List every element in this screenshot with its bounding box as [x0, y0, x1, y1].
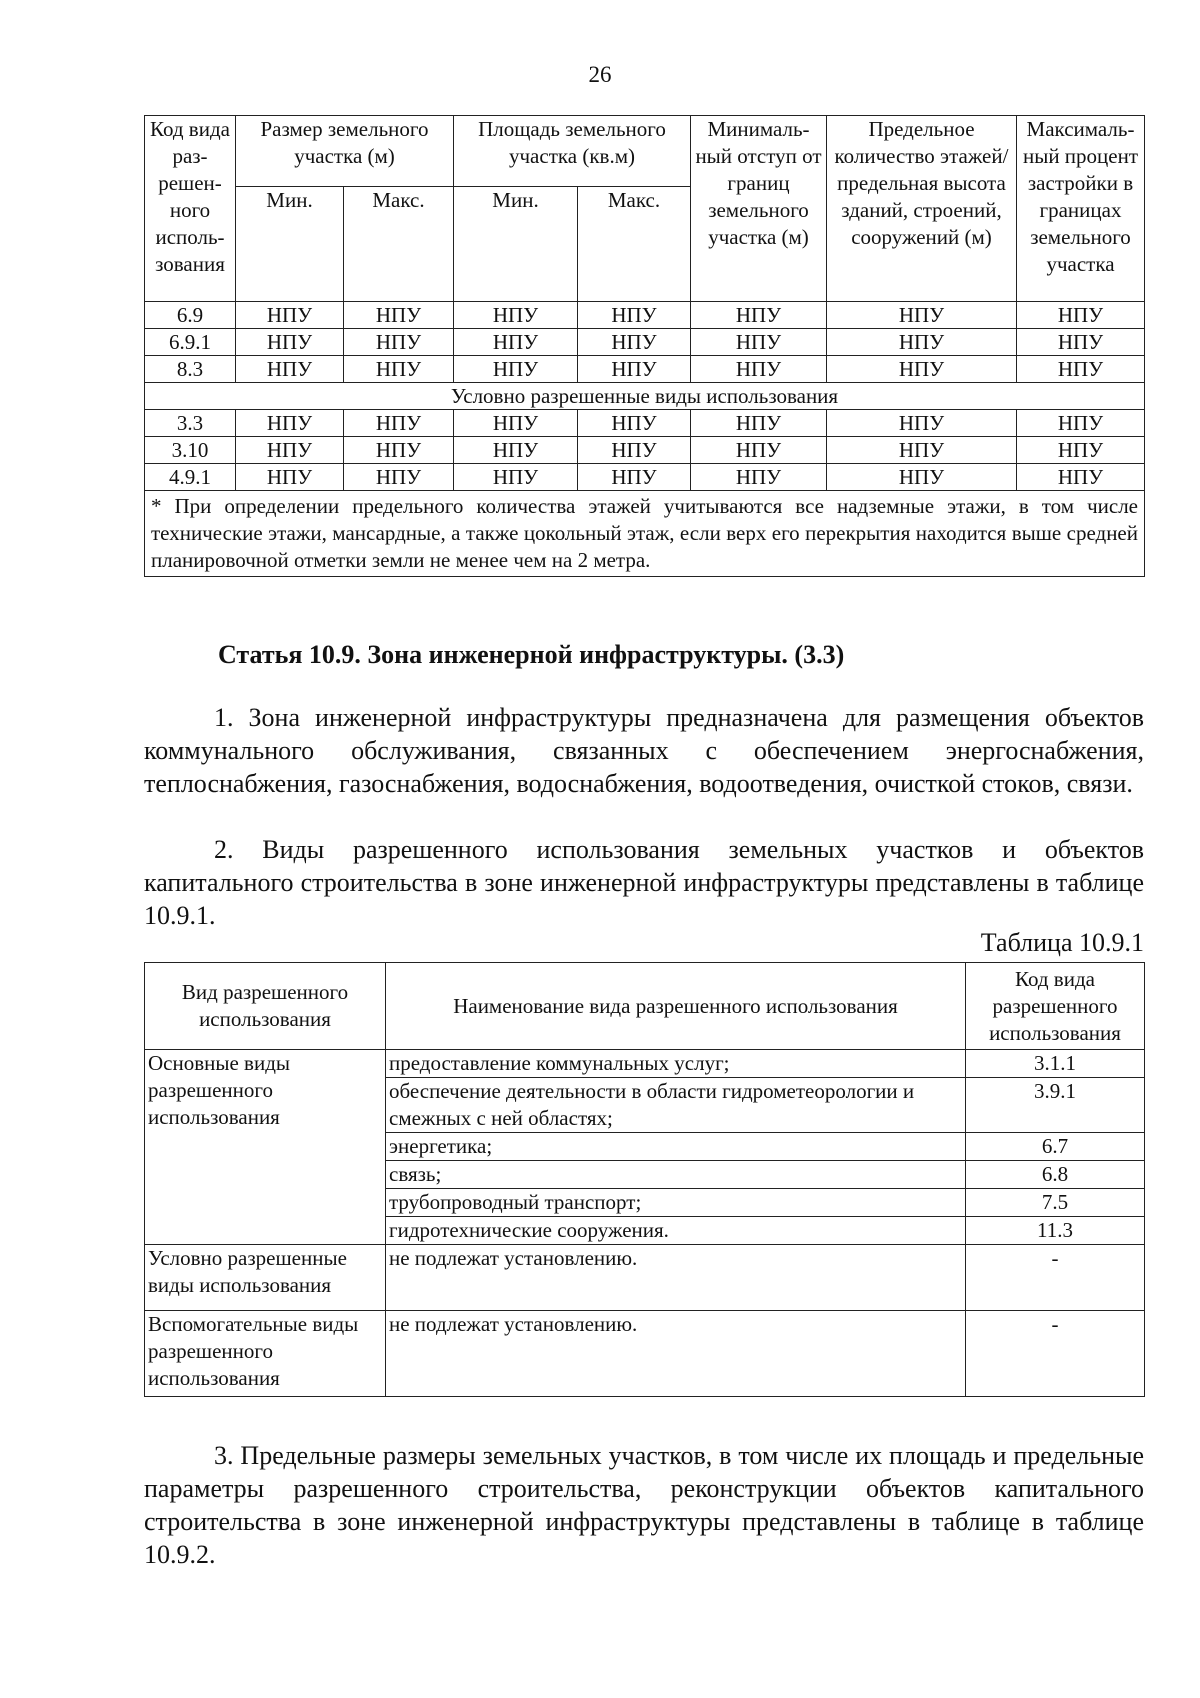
table-row	[145, 329, 1145, 356]
use-name: обеспечение деятельности в области гидрометеорологии и смежных с ней областях;	[386, 1078, 966, 1133]
cell: НПУ	[344, 437, 454, 464]
use-code: 6.7	[966, 1133, 1145, 1161]
cell: НПУ	[1017, 356, 1145, 383]
use-code: 11.3	[966, 1217, 1145, 1245]
use-name: предоставление коммунальных услуг;	[386, 1050, 966, 1078]
cell: НПУ	[827, 410, 1017, 437]
cell: НПУ	[578, 410, 691, 437]
table-row	[145, 1245, 1145, 1311]
header-area: Площадь земельного участка (кв.м)	[454, 116, 691, 187]
auxiliary-uses-group: Вспомогательные виды разрешенного использования	[145, 1311, 386, 1397]
table-row	[145, 464, 1145, 491]
row-code: 4.9.1	[145, 464, 236, 491]
header-floors: Предельное количество этажей/ предельная высота зданий, строений, сооружений (м)	[827, 116, 1017, 302]
cell: НПУ	[236, 437, 344, 464]
permitted-use-table	[144, 962, 1145, 1397]
cell: НПУ	[1017, 437, 1145, 464]
paragraph-1-text: 1. Зона инженерной инфраструктуры предназначена для размещения объектов коммунального обслуживания, связанных с обеспечением энергоснабжения, теплоснабжения, газоснабжения, водоснабжения, водоотведения, очисткой стоков, связи.	[144, 703, 1144, 798]
row-code: 6.9.1	[145, 329, 236, 356]
main-uses-group: Основные виды разрешенного использования	[145, 1050, 386, 1245]
cell: НПУ	[344, 464, 454, 491]
row-code: 3.3	[145, 410, 236, 437]
cell: НПУ	[691, 437, 827, 464]
cell: НПУ	[827, 356, 1017, 383]
cell: НПУ	[236, 464, 344, 491]
header-code: Код вида раз-решен-ного исполь-зования	[145, 116, 236, 302]
use-code: 7.5	[966, 1189, 1145, 1217]
article-heading: Статья 10.9. Зона инженерной инфраструктуры. (3.3)	[218, 640, 845, 669]
page-number: 26	[588, 62, 612, 87]
header-use-type: Вид разрешенного использования	[145, 963, 386, 1050]
table-caption: Таблица 10.9.1	[980, 928, 1144, 957]
paragraph-2	[144, 833, 1144, 932]
use-code: -	[966, 1311, 1145, 1397]
cell: НПУ	[344, 410, 454, 437]
table-row	[145, 356, 1145, 383]
header-use-code: Код вида разрешенного использования	[966, 963, 1145, 1050]
cell: НПУ	[454, 464, 578, 491]
use-name: энергетика;	[386, 1133, 966, 1161]
cell: НПУ	[344, 302, 454, 329]
cell: НПУ	[1017, 410, 1145, 437]
cell: НПУ	[691, 356, 827, 383]
cell: НПУ	[691, 464, 827, 491]
cell: НПУ	[578, 356, 691, 383]
table-row	[145, 437, 1145, 464]
cell: НПУ	[691, 410, 827, 437]
parameters-table	[144, 115, 1145, 577]
row-code: 3.10	[145, 437, 236, 464]
row-code: 6.9	[145, 302, 236, 329]
table-footnote: * При определении предельного количества этажей учитываются все надземные этажи, в том числе технические этажи, мансардные, а также цокольный этаж, если верх его перекрытия находится выше средней планировочной отметки земли не менее чем на 2 метра.	[145, 491, 1145, 577]
cell: НПУ	[454, 302, 578, 329]
use-code: 6.8	[966, 1161, 1145, 1189]
header-area-min: Мин.	[454, 187, 578, 302]
table-row	[145, 302, 1145, 329]
cell: НПУ	[1017, 302, 1145, 329]
cell: НПУ	[827, 329, 1017, 356]
conditional-section-label: Условно разрешенные виды использования	[145, 383, 1145, 410]
cell: НПУ	[578, 302, 691, 329]
use-name: не подлежат установлению.	[386, 1311, 966, 1397]
cell: НПУ	[691, 302, 827, 329]
paragraph-1	[144, 701, 1144, 800]
cell: НПУ	[1017, 464, 1145, 491]
conditional-uses-group: Условно разрешенные виды использования	[145, 1245, 386, 1311]
cell: НПУ	[578, 437, 691, 464]
cell: НПУ	[344, 329, 454, 356]
paragraph-2-text: 2. Виды разрешенного использования земельных участков и объектов капитального строительства в зоне инженерной инфраструктуры представлены в таблице 10.9.1.	[144, 835, 1144, 930]
header-size: Размер земельного участка (м)	[236, 116, 454, 187]
use-name: трубопроводный транспорт;	[386, 1189, 966, 1217]
use-code: 3.9.1	[966, 1078, 1145, 1133]
use-name: гидротехнические сооружения.	[386, 1217, 966, 1245]
cell: НПУ	[236, 356, 344, 383]
header-size-max: Макс.	[344, 187, 454, 302]
cell: НПУ	[827, 302, 1017, 329]
paragraph-3-text: 3. Предельные размеры земельных участков, в том числе их площадь и предельные параметры разрешенного строительства, реконструкции объектов капитального строительства в зоне инженерной инфраструктуры представлены в таблице в таблице 10.9.2.	[144, 1441, 1144, 1569]
header-area-max: Макс.	[578, 187, 691, 302]
header-size-min: Мин.	[236, 187, 344, 302]
cell: НПУ	[827, 437, 1017, 464]
cell: НПУ	[454, 437, 578, 464]
cell: НПУ	[344, 356, 454, 383]
header-coverage: Максималь-ный процент застройки в границах земельного участка	[1017, 116, 1145, 302]
table-row	[145, 1050, 1145, 1078]
use-name: связь;	[386, 1161, 966, 1189]
use-code: -	[966, 1245, 1145, 1311]
cell: НПУ	[454, 410, 578, 437]
cell: НПУ	[236, 410, 344, 437]
cell: НПУ	[454, 356, 578, 383]
cell: НПУ	[578, 464, 691, 491]
cell: НПУ	[236, 302, 344, 329]
cell: НПУ	[691, 329, 827, 356]
row-code: 8.3	[145, 356, 236, 383]
header-setback: Минималь-ный отступ от границ земельного участка (м)	[691, 116, 827, 302]
cell: НПУ	[454, 329, 578, 356]
cell: НПУ	[578, 329, 691, 356]
cell: НПУ	[827, 464, 1017, 491]
table-row	[145, 1311, 1145, 1397]
cell: НПУ	[1017, 329, 1145, 356]
paragraph-3	[144, 1439, 1144, 1571]
cell: НПУ	[236, 329, 344, 356]
table-row	[145, 410, 1145, 437]
use-name: не подлежат установлению.	[386, 1245, 966, 1311]
header-use-name: Наименование вида разрешенного использования	[386, 963, 966, 1050]
use-code: 3.1.1	[966, 1050, 1145, 1078]
